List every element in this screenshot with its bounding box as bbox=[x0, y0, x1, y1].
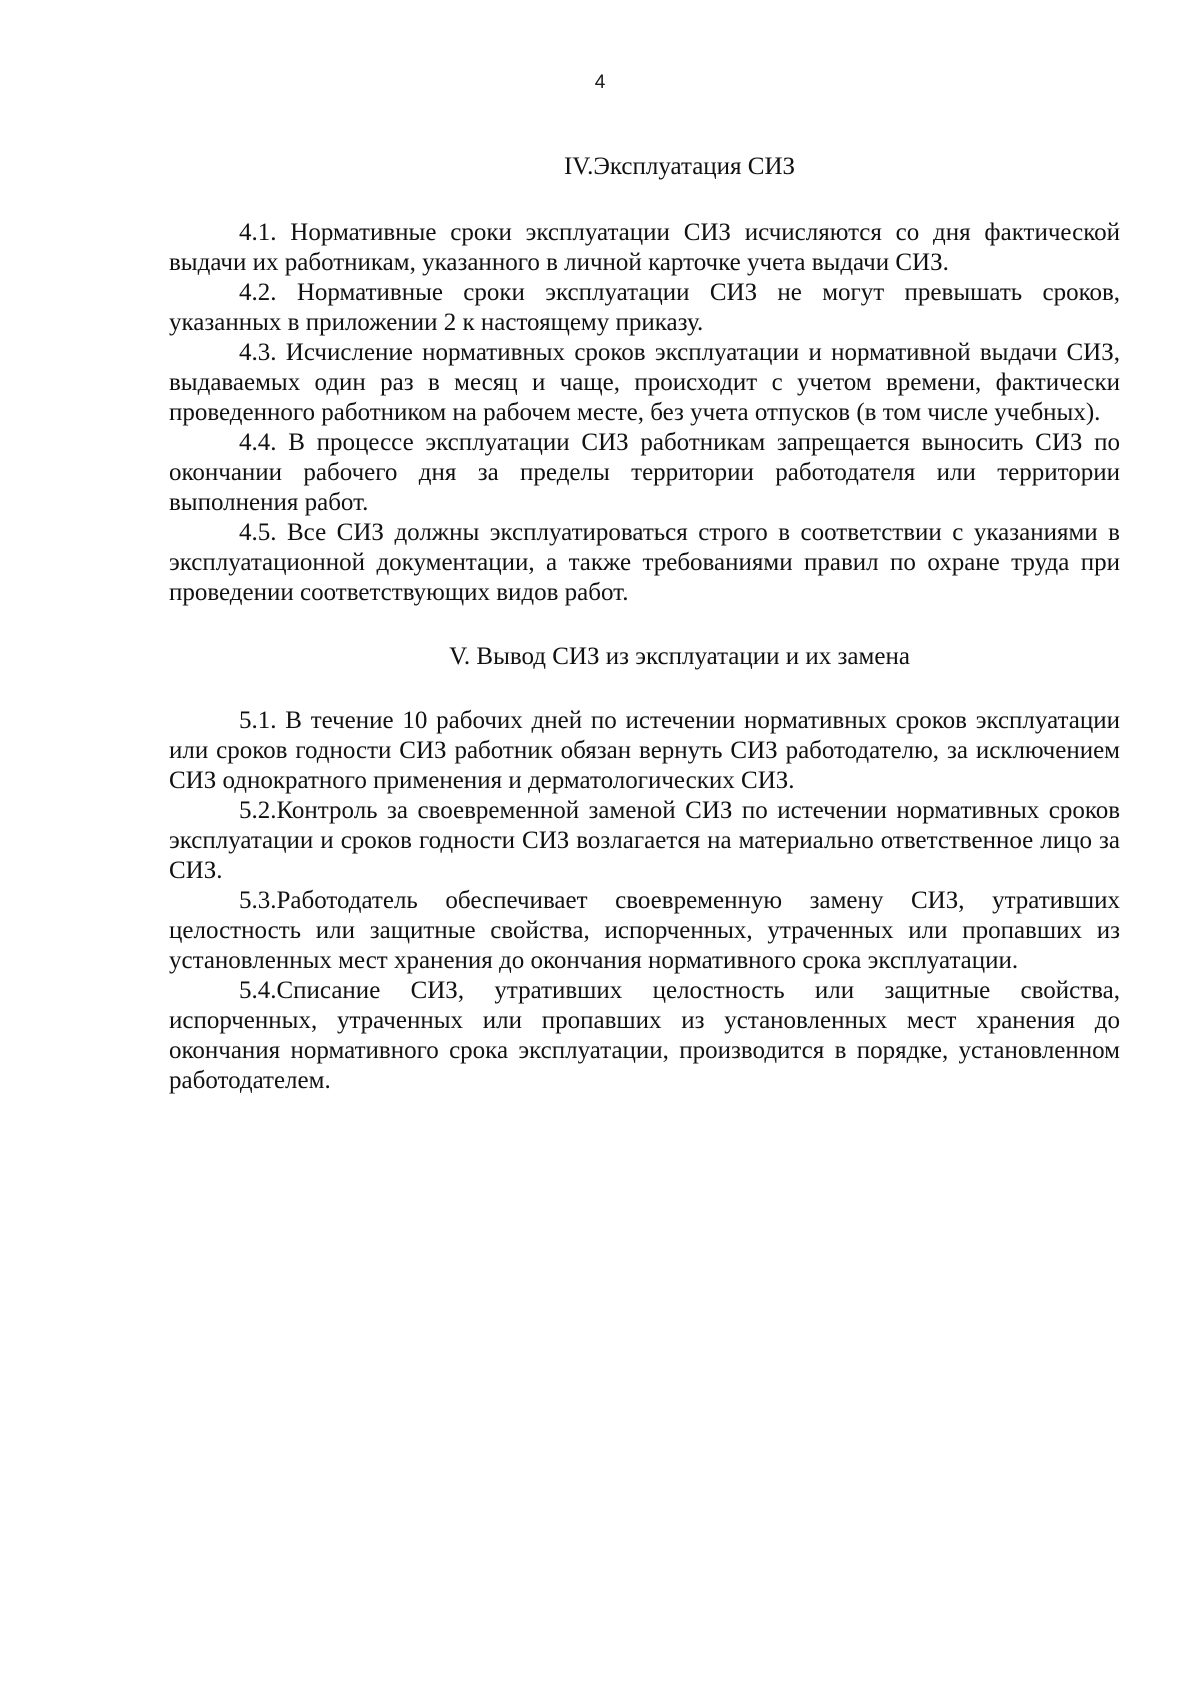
paragraph-5-2: 5.2.Контроль за своевременной заменой СИЗ по истечении нормативных сроков эксплуатации и сроков годности СИЗ возлагается на материально ответственное лицо за СИЗ. bbox=[169, 797, 1120, 884]
paragraph-4-3: 4.3. Исчисление нормативных сроков эксплуатации и нормативной выдачи СИЗ, выдаваемых один раз в месяц и чаще, происходит с учетом времени, фактически проведенного работником на рабочем месте, без учета отпусков (в том числе учебных). bbox=[169, 339, 1120, 426]
paragraph-4-1: 4.1. Нормативные сроки эксплуатации СИЗ исчисляются со дня фактической выдачи их работникам, указанного в личной карточке учета выдачи СИЗ. bbox=[169, 219, 1120, 276]
paragraph-5-3: 5.3.Работодатель обеспечивает своевременную замену СИЗ, утративших целостность или защитные свойства, испорченных, утраченных или пропавших из установленных мест хранения до окончания нормативного срока эксплуатации. bbox=[169, 887, 1120, 974]
paragraph-4-5: 4.5. Все СИЗ должны эксплуатироваться строго в соответствии с указаниями в эксплуатационной документации, а также требованиями правил по охране труда при проведении соответствующих видов работ. bbox=[169, 519, 1120, 606]
section-title-iv: IV.Эксплуатация СИЗ bbox=[563, 153, 796, 180]
section-title-v: V. Вывод СИЗ из эксплуатации и их замена bbox=[449, 643, 910, 670]
page-number: 4 bbox=[594, 72, 606, 93]
paragraph-4-4: 4.4. В процессе эксплуатации СИЗ работникам запрещается выносить СИЗ по окончании рабочего дня за пределы территории работодателя или территории выполнения работ. bbox=[169, 429, 1120, 516]
paragraph-4-2: 4.2. Нормативные сроки эксплуатации СИЗ не могут превышать сроков, указанных в приложении 2 к настоящему приказу. bbox=[169, 279, 1120, 336]
paragraph-5-4: 5.4.Списание СИЗ, утративших целостность или защитные свойства, испорченных, утраченных или пропавших из установленных мест хранения до окончания нормативного срока эксплуатации, производится в порядке, установленном работодателем. bbox=[169, 977, 1120, 1094]
paragraph-5-1: 5.1. В течение 10 рабочих дней по истечении нормативных сроков эксплуатации или сроков годности СИЗ работник обязан вернуть СИЗ работодателю, за исключением СИЗ однократного применения и дерматологических СИЗ. bbox=[169, 707, 1120, 794]
document-body bbox=[169, 152, 1120, 1096]
